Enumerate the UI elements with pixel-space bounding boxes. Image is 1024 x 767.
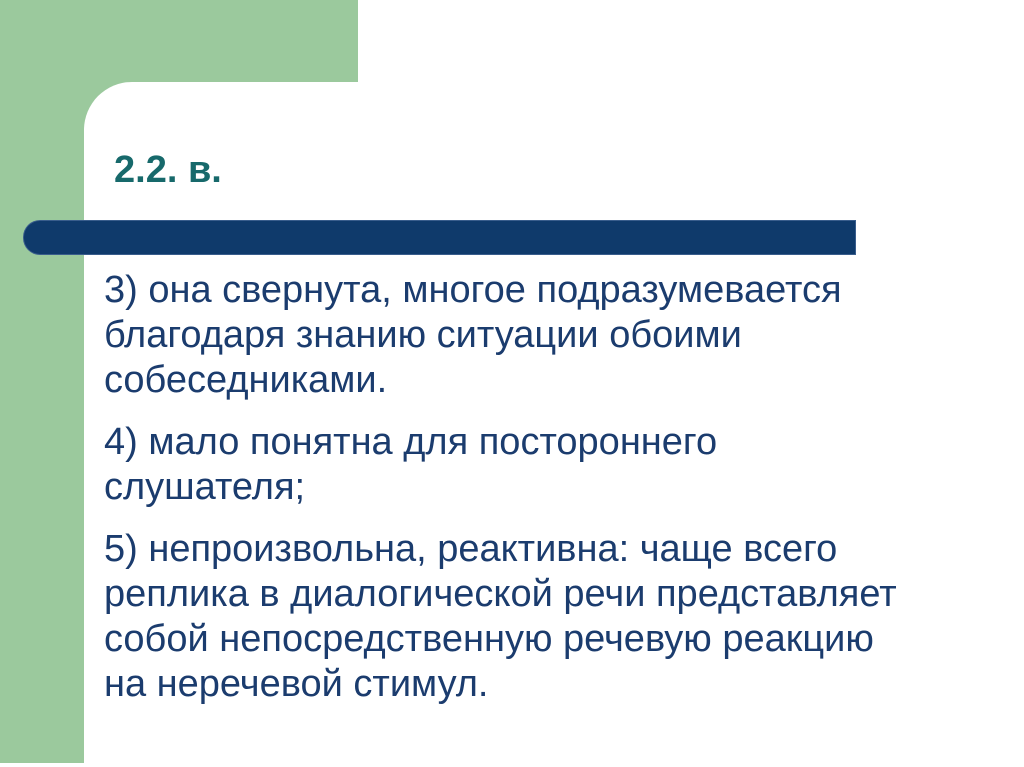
text-line: собеседниками. xyxy=(104,359,388,401)
title-divider-bar xyxy=(23,220,856,255)
text-line: реплика в диалогической речи представляет xyxy=(104,573,897,615)
text-line: 4) мало понятна для постороннего xyxy=(104,421,718,463)
text-line: 5) непроизвольна, реактивна: чаще всего xyxy=(104,528,838,570)
slide-title: 2.2. в. xyxy=(114,149,222,191)
text-line: 3) она свернута, многое подразумевается xyxy=(104,269,842,311)
paragraph-item-3 xyxy=(104,268,974,403)
text-line: на неречевой стимул. xyxy=(104,663,489,705)
slide-body xyxy=(104,268,974,724)
paragraph-item-4 xyxy=(104,420,974,510)
text-line: благодаря знанию ситуации обоими xyxy=(104,314,742,356)
green-left-column xyxy=(0,0,84,763)
paragraph-item-5 xyxy=(104,527,974,707)
text-line: собой непосредственную речевую реакцию xyxy=(104,618,874,660)
text-line: слушателя; xyxy=(104,466,306,508)
